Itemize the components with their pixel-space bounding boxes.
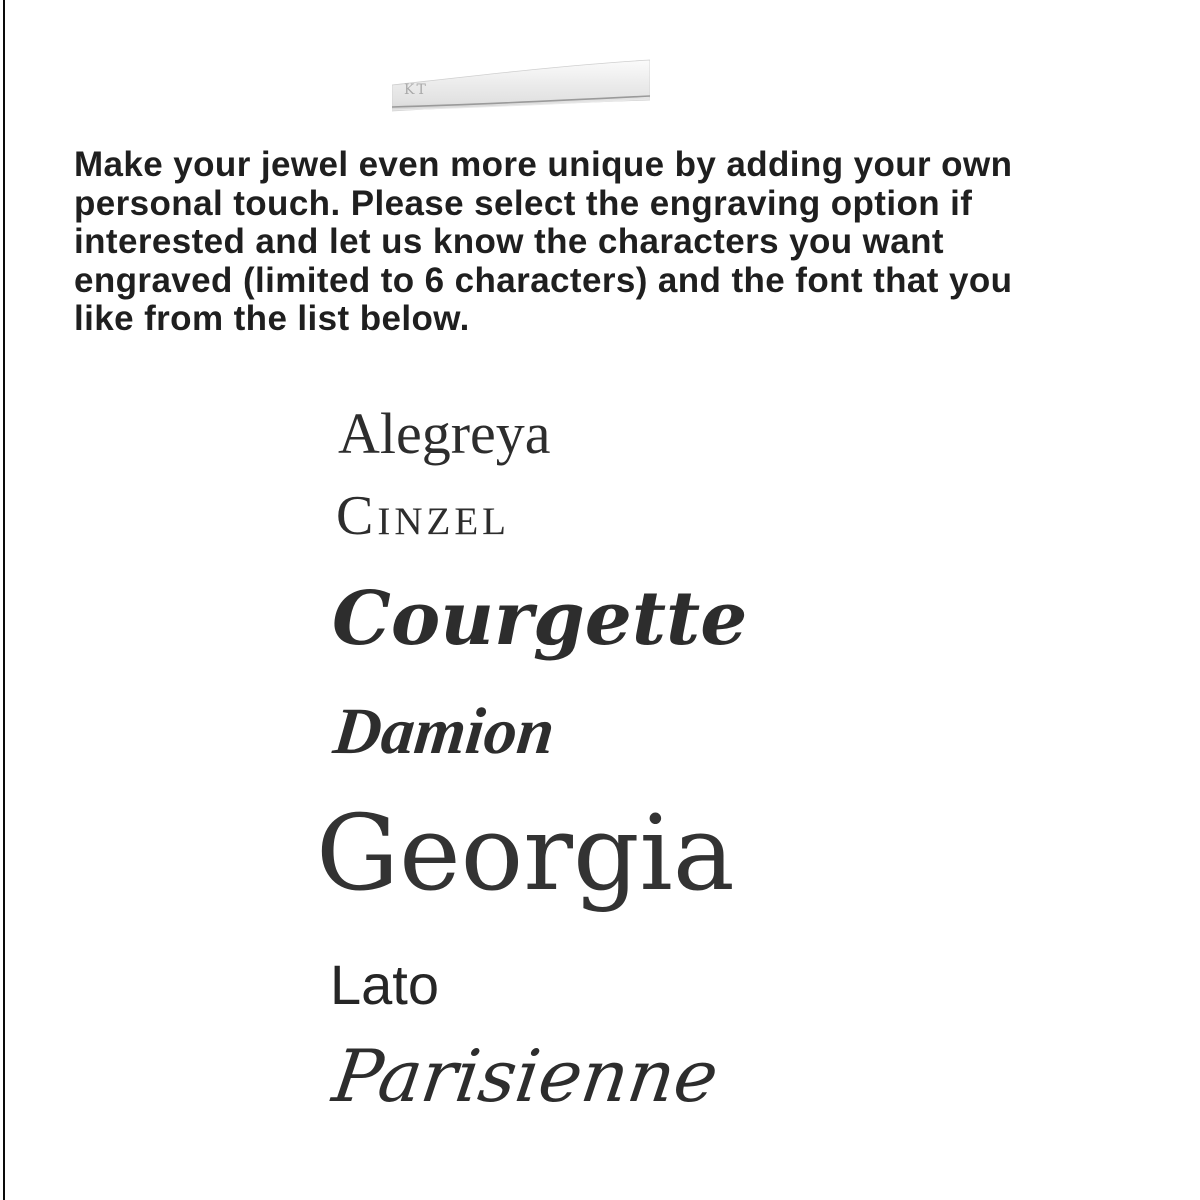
font-sample-lato: Lato [330, 953, 439, 1016]
font-sample-damion: Damion [330, 695, 558, 768]
bracelet-bar-illustration [392, 56, 650, 114]
bracelet-photo [392, 56, 650, 114]
engraving-instructions-paragraph [74, 146, 1084, 339]
engraving-initials: KT [404, 82, 428, 98]
font-sample-cinzel: Cinzel [336, 485, 510, 547]
paragraph-line: like from the list below. [74, 299, 470, 338]
paragraph-line: engraved (limited to 6 characters) and the font that you [74, 260, 1013, 300]
font-sample-parisienne: Parisienne [328, 1034, 724, 1118]
font-sample-georgia: Georgia [316, 792, 735, 914]
left-edge-border [3, 0, 5, 1200]
paragraph-line: Make your jewel even more unique by adding your own [74, 145, 1013, 184]
font-sample-courgette: Courgette [332, 576, 748, 662]
paragraph-line: interested and let us know the characters you want [74, 222, 944, 261]
font-sample-alegreya: Alegreya [338, 401, 551, 466]
paragraph-line: personal touch. Please select the engraving option if [74, 183, 973, 223]
